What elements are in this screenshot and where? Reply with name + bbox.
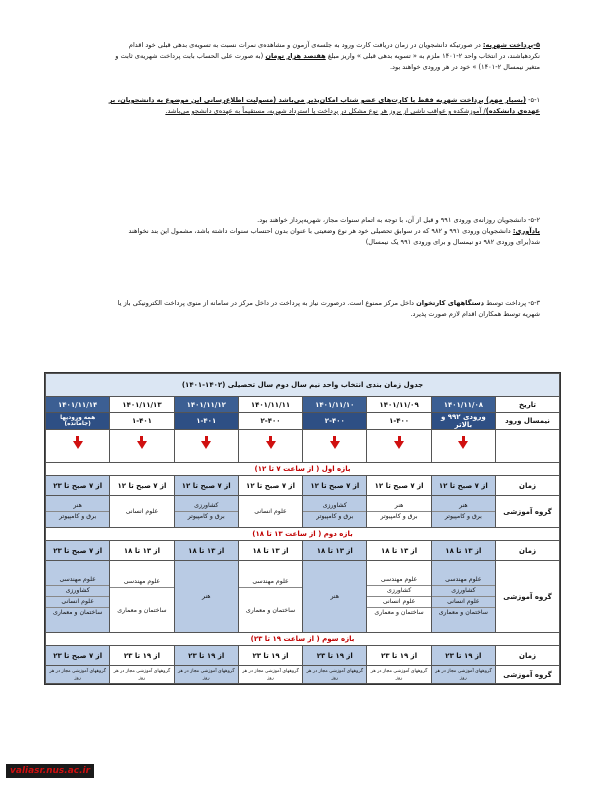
time-cell: از ۱۹ تا ۲۳ xyxy=(431,646,495,666)
entry-cell: ورودی ۹۹۲ و بالاتر xyxy=(431,413,495,430)
group-name: علوم انسانی xyxy=(125,507,159,515)
card-payment-paragraph xyxy=(105,95,540,117)
down-arrow-icon xyxy=(394,441,404,449)
schedule-table xyxy=(44,372,561,685)
arrow-spacer xyxy=(496,430,560,463)
group-name: کشاورزی xyxy=(432,585,495,596)
entry-cell: ۱-۴۰۱ xyxy=(174,413,238,430)
time-label: زمان xyxy=(496,541,560,561)
card-reader-paragraph xyxy=(105,298,540,320)
down-arrow-icon xyxy=(266,441,276,449)
time-cell: از ۷ صبح تا ۱۲ xyxy=(367,476,431,496)
tuition-amount: هفتصد هزار تومان xyxy=(265,52,326,60)
group-name: برق و کامپیوتر xyxy=(46,511,109,522)
time-cell: از ۷ صبح تا ۲۳ xyxy=(46,541,110,561)
group-name: هنر xyxy=(73,502,82,509)
tuition-paragraph xyxy=(105,40,540,73)
tuition-text-end: (به صورت علی الحساب بابت پرداخت شهریه‌ی ثابت و متغیر نیمسال ۲-۱۴۰۱) » خود در هر ورودی خواهند بود. xyxy=(115,52,540,71)
group-name: ساختمان و معماری xyxy=(367,607,430,618)
time-label: زمان xyxy=(496,646,560,666)
entry-label: نیمسال ورود xyxy=(496,413,560,430)
time-cell: از ۷ صبح تا ۱۲ xyxy=(110,476,174,496)
time-cell: از ۷ صبح تا ۱۲ xyxy=(174,476,238,496)
entry-cell: همه ورودیها (جامانده) xyxy=(46,413,110,430)
site-watermark: valiasr.nus.ac.ir xyxy=(6,764,94,778)
group-name: علوم مهندسی xyxy=(380,576,418,583)
band-3-heading: بازه سوم ( از ساعت ۱۹ تا ۲۳) xyxy=(46,633,560,646)
date-cell: ۱۴۰۱/۱۱/۱۱ xyxy=(238,397,302,413)
group-name: علوم مهندسی xyxy=(445,576,482,583)
time-cell: از ۷ صبح تا ۱۲ xyxy=(431,476,495,496)
entry-cell: ۲-۴۰۰ xyxy=(303,413,367,430)
group-name: کشاورزی xyxy=(46,585,109,596)
entry-cell: ۱-۴۰۱ xyxy=(110,413,174,430)
time-cell: از ۱۳ تا ۱۸ xyxy=(431,541,495,561)
time-cell: از ۷ صبح تا ۱۲ xyxy=(238,476,302,496)
reminder-label: یادآوری: xyxy=(512,227,540,235)
group-name: برق و کامپیوتر xyxy=(303,511,366,522)
group-name: کشاورزی xyxy=(367,585,430,596)
time-cell: از ۱۹ تا ۲۳ xyxy=(238,646,302,666)
card-reader-text: داخل مرکز ممنوع است. درصورت نیاز به پرداخت در داخل مرکز در سامانه از منوی پرداخت الکترونیکی باز یا شهریه توسط همکاران اقدام لازم صورت پذیرد. xyxy=(117,299,540,318)
group-name: برق و کامپیوتر xyxy=(175,511,238,522)
group-name: هنر xyxy=(459,502,468,509)
card-payment-bold: (بسیار مهم) پرداخت شهریه فقط با کارت‌های عضو شتاب امکان‌پذیر می‌باشد (مسولیت اطلاع‌رسانی این موضوع به دانشجویان، بر عهده‌ی دانشکده) xyxy=(108,96,540,115)
band-1-heading: بازه اول ( از ساعت ۷ تا ۱۲) xyxy=(46,463,560,476)
time-cell: از ۱۳ تا ۱۸ xyxy=(303,541,367,561)
date-cell: ۱۴۰۱/۱۱/۱۲ xyxy=(174,397,238,413)
group-name: علوم مهندسی xyxy=(123,578,161,585)
down-arrow-icon xyxy=(137,441,147,449)
group-name: علوم انسانی xyxy=(432,596,495,607)
band-2-heading: بازه دوم ( از ساعت ۱۳ تا ۱۸) xyxy=(46,528,560,541)
date-cell: ۱۴۰۱/۱۱/۰۸ xyxy=(431,397,495,413)
group-name: هنر xyxy=(330,592,340,600)
group-name: علوم مهندسی xyxy=(59,576,96,583)
group-name: برق و کامپیوتر xyxy=(367,511,430,522)
group-name: ساختمان و معماری xyxy=(432,607,495,618)
card-reader-bold: دستگاههای کارتخوان xyxy=(416,299,485,307)
down-arrow-icon xyxy=(330,441,340,449)
day-students-paragraph xyxy=(105,215,540,248)
time-cell: از ۱۳ تا ۱۸ xyxy=(238,541,302,561)
reminder-text: دانشجویان ورودی ۹۹۱ و ۹۸۲ که در سوابق تحصیلی خود هر نوع وضعیتی با عنوان بدون احتساب سنوات داشته باشد، مشمول این بند نخواهند شد(برای ورودی ۹۸۲ دو نیمسال و برای ورودی ۹۹۱ یک نیمسال) xyxy=(128,227,540,246)
group-note: گروههای آموزشی مجاز در هر روز xyxy=(242,668,299,681)
time-cell: از ۱۳ تا ۱۸ xyxy=(367,541,431,561)
group-name: علوم انسانی xyxy=(46,596,109,607)
item-number: ۵-۱- xyxy=(526,96,540,104)
time-cell: از ۱۹ تا ۲۳ xyxy=(174,646,238,666)
group-name: کشاورزی xyxy=(322,502,347,509)
group-name: کشاورزی xyxy=(194,502,219,509)
down-arrow-icon xyxy=(458,441,468,449)
day-students-line: ۵-۲- دانشجویان روزانه‌ی ورودی ۹۹۱ و قبل از آن، با توجه به اتمام سنوات مجاز، شهریه‌پرداز خواهند بود. xyxy=(257,216,540,224)
time-label: زمان xyxy=(496,476,560,496)
time-cell: از ۱۳ تا ۱۸ xyxy=(174,541,238,561)
group-label: گروه آموزشی xyxy=(496,496,560,528)
group-name: ساختمان و معماری xyxy=(46,607,109,618)
card-payment-text: / آموزشکده و عواقب ناشی از بروز هر نوع مشکل در پرداخت یا استرداد شهریه، مستقیماً به عهده‌ی دانشجو می‌باشد. xyxy=(165,107,486,115)
entry-cell: ۲-۴۰۰ xyxy=(238,413,302,430)
group-note: گروههای آموزشی مجاز در هر روز xyxy=(177,668,235,681)
group-name: ساختمان و معماری xyxy=(110,587,173,616)
time-cell: از ۱۹ تا ۲۳ xyxy=(110,646,174,666)
group-note: گروههای آموزشی مجاز در هر روز xyxy=(370,668,428,681)
group-label: گروه آموزشی xyxy=(496,666,560,684)
time-cell: از ۱۹ تا ۲۳ xyxy=(367,646,431,666)
date-cell: ۱۴۰۱/۱۱/۱۰ xyxy=(303,397,367,413)
date-cell: ۱۴۰۱/۱۱/۱۴ xyxy=(46,397,110,413)
entry-cell: ۱-۴۰۰ xyxy=(367,413,431,430)
time-cell: از ۷ صبح تا ۲۳ xyxy=(46,646,110,666)
table-title: جدول زمان بندی انتخاب واحد نیم سال دوم سال تحصیلی (۱۴۰۲-۱۴۰۱) xyxy=(46,374,560,397)
group-label: گروه آموزشی xyxy=(496,561,560,633)
group-name: علوم انسانی xyxy=(367,596,430,607)
down-arrow-icon xyxy=(73,441,83,449)
time-cell: از ۱۹ تا ۲۳ xyxy=(303,646,367,666)
group-name: برق و کامپیوتر xyxy=(432,511,495,522)
down-arrow-icon xyxy=(201,441,211,449)
group-name: هنر xyxy=(201,592,211,600)
group-name: هنر xyxy=(394,502,404,509)
time-cell: از ۱۳ تا ۱۸ xyxy=(110,541,174,561)
date-label: تاریخ xyxy=(496,397,560,413)
group-name: علوم مهندسی xyxy=(252,578,289,585)
time-cell: از ۷ صبح تا ۱۲ xyxy=(303,476,367,496)
group-note: گروههای آموزشی مجاز در هر روز xyxy=(435,668,492,681)
group-note: گروههای آموزشی مجاز در هر روز xyxy=(49,668,106,681)
tuition-heading: ۵-پرداخت شهریه: xyxy=(482,41,540,49)
group-name: علوم انسانی xyxy=(254,507,287,515)
group-note: گروههای آموزشی مجاز در هر روز xyxy=(113,668,171,681)
group-note: گروههای آموزشی مجاز در هر روز xyxy=(306,668,364,681)
date-cell: ۱۴۰۱/۱۱/۱۳ xyxy=(110,397,174,413)
time-cell: از ۷ صبح تا ۲۳ xyxy=(46,476,110,496)
date-cell: ۱۴۰۱/۱۱/۰۹ xyxy=(367,397,431,413)
tuition-text: در صورتیکه دانشجویان در زمان دریافت کارت ورود به جلسه‌ی آزمون و مشاهده‌ی نمرات نسبت به تسویه‌ی بدهی قبلی خود اقدام نکردهباشند، در انتخاب واحد ۲-۱۴۰۱ ملزم به « تسویه بدهی قبلی » واریز مبلغ xyxy=(128,41,540,60)
group-name: ساختمان و معماری xyxy=(239,587,302,616)
item-number: ۵-۳- پرداخت توسط xyxy=(484,299,540,307)
